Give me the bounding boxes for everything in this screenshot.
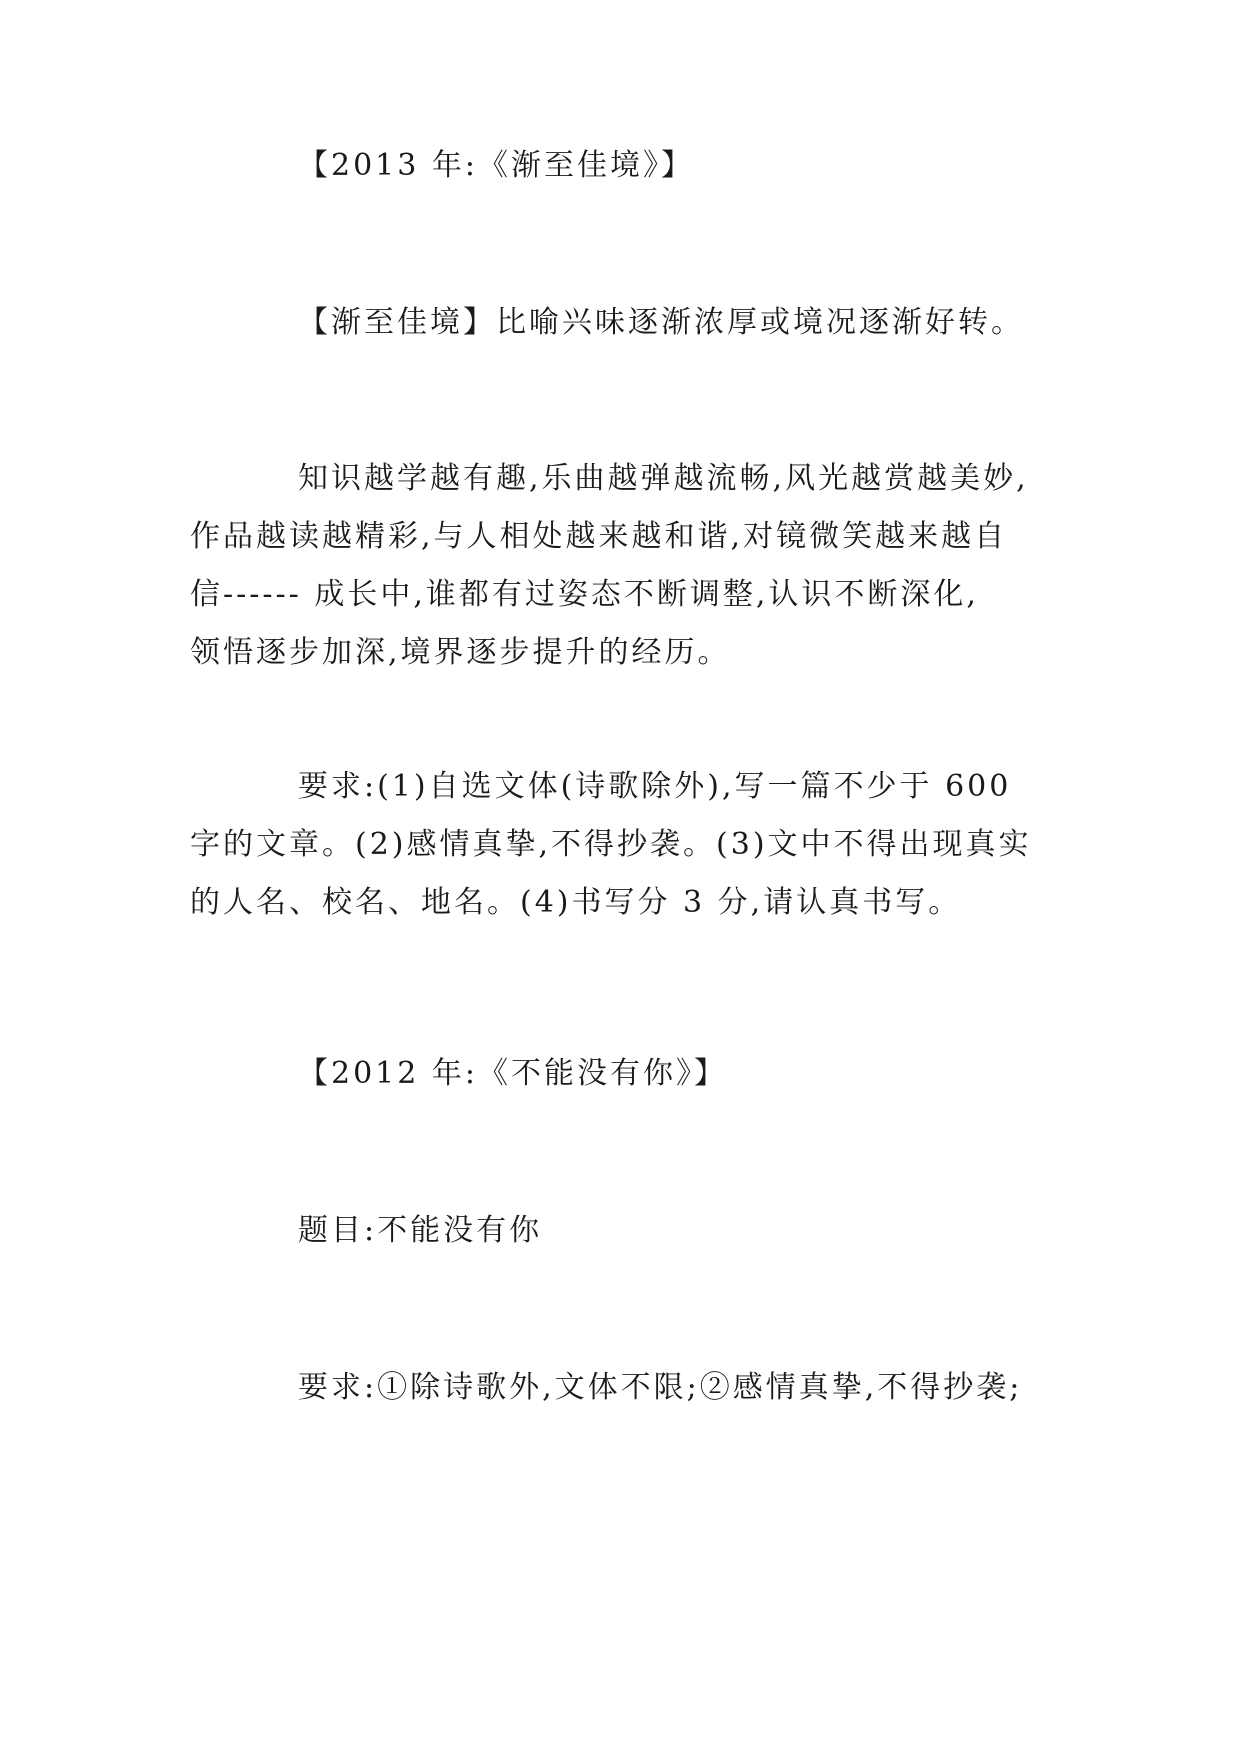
intro-paragraph-2013 xyxy=(190,450,1060,682)
intro-line: 信------ 成长中,谁都有过姿态不断调整,认识不断深化, xyxy=(190,577,979,612)
definition-2013-text: 【渐至佳境】比喻兴味逐渐浓厚或境况逐渐好转。 xyxy=(298,305,1024,340)
title-2012-text: 题目:不能没有你 xyxy=(298,1213,543,1248)
requirements-paragraph-2013 xyxy=(190,758,1060,932)
heading-2012-text: 【2012 年:《不能没有你》】 xyxy=(298,1056,727,1091)
requirements-2012 xyxy=(298,1359,1168,1417)
requirements-2012-text: 要求:①除诗歌外,文体不限;②感情真挚,不得抄袭; xyxy=(298,1370,1023,1405)
requirements-line: 要求:(1)自选文体(诗歌除外),写一篇不少于 600 xyxy=(298,769,1012,804)
definition-2013 xyxy=(298,294,1168,352)
intro-line: 知识越学越有趣,乐曲越弹越流畅,风光越赏越美妙, xyxy=(298,461,1029,496)
title-2012 xyxy=(298,1202,1168,1260)
heading-2013-text: 【2013 年:《渐至佳境》】 xyxy=(298,148,694,183)
requirements-line: 的人名、校名、地名。(4)书写分 3 分,请认真书写。 xyxy=(190,885,962,920)
requirements-line: 字的文章。(2)感情真挚,不得抄袭。(3)文中不得出现真实 xyxy=(190,827,1032,862)
heading-2013 xyxy=(298,137,1168,195)
intro-line: 领悟逐步加深,境界逐步提升的经历。 xyxy=(190,635,731,670)
heading-2012 xyxy=(298,1045,1168,1103)
intro-line: 作品越读越精彩,与人相处越来越和谐,对镜微笑越来越自 xyxy=(190,519,1008,554)
